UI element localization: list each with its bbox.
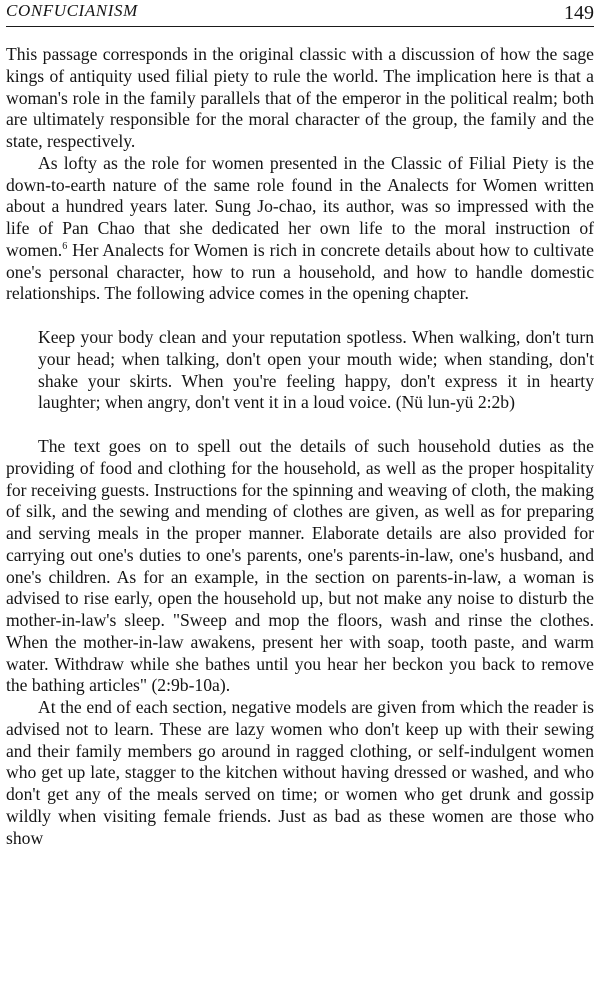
paragraph — [6, 153, 594, 305]
paragraph-text: As lofty as the role for women presented in the Classic of Filial Piety is the down-to-earth nature of the same role found in the Analects for Women written about a hundred years later. Sung Jo-chao, its author, was so impressed with the life of Pan Chao that she dedicated her own life to the moral instruction of women. — [6, 152, 594, 260]
footnote-reference: 6 — [62, 240, 68, 252]
paragraph: The text goes on to spell out the details of such household duties as the providing of food and clothing for the household, as well as the proper hospitality for receiving guests. Instructions for the spinning and weaving of cloth, the making of silk, and the sewing and mending of clothes are given, as well as for preparing and serving meals in the proper manner. Elaborate details are also provided for carrying out one's duties to one's parents, one's parents-in-law, one's husband, and one's children. As for an example, in the section on parents-in-law, a woman is advised to rise early, open the household up, but not make any noise to disturb the mother-in-law's sleep. "Sweep and mop the floors, wash and rinse the clothes. When the mother-in-law awakens, present her with soap, tooth paste, and warm water. Withdraw while she bathes until you hear her beckon you back to remove the bathing articles" (2:9b-10a). — [6, 436, 594, 696]
page-number: 149 — [564, 2, 594, 24]
running-head — [6, 0, 594, 27]
running-head-title: CONFUCIANISM — [6, 1, 138, 20]
paragraph: At the end of each section, negative models are given from which the reader is advised not to learn. These are lazy women who don't keep up with their sewing and their family members go around in ragged clothing, or self-indulgent women who get up late, stagger to the kitchen without having dressed or washed, and who don't get any of the meals served on time; or women who get drunk and gossip wildly when visiting female friends. Just as bad as these women are those who show — [6, 697, 594, 848]
paragraph-text: Her Analects for Women is rich in concrete details about how to cultivate one's personal character, how to run a household, and how to handle domestic relationships. The following advice comes in the opening chapter. — [6, 239, 594, 304]
block-quotation — [38, 327, 594, 414]
block-quotation-text: Keep your body clean and your reputation spotless. When walking, don't turn your head; when talking, don't open your mouth wide; when standing, don't shake your skirts. When you're feeling happy, don't express it in hearty laughter; when angry, don't vent it in a loud voice. (Nü lun-yü 2:2b) — [38, 327, 594, 413]
book-page — [6, 0, 594, 999]
paragraph: This passage corresponds in the original classic with a discussion of how the sage kings of antiquity used filial piety to rule the world. The implication here is that a woman's role in the family parallels that of the emperor in the political realm; both are ultimately responsible for the moral character of the group, the family and the state, respectively. — [6, 44, 594, 151]
body-text — [6, 44, 594, 849]
